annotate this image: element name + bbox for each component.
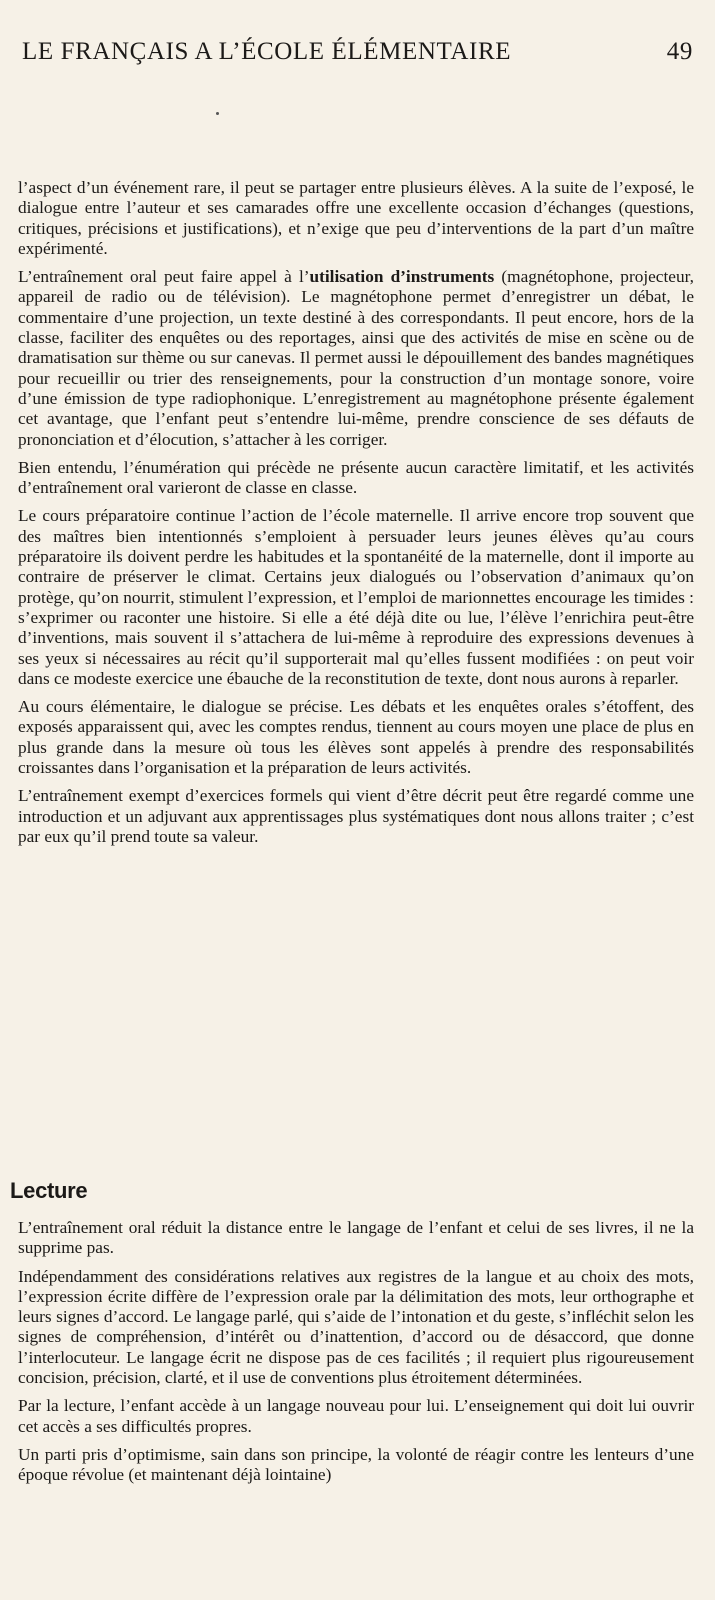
- paragraph: [18, 267, 694, 450]
- paragraph-lead: L’entraînement oral peut faire appel à l’: [18, 267, 310, 287]
- paragraph: l’aspect d’un événement rare, il peut se partager entre plusieurs élèves. A la suite de l’exposé, le dialogue entre l’auteur et ses camarades offre une excellente occasion d’échanges (questions, critiques, précisions et justifications), et n’exige que peu d’interventions de la part d’un maître expérimenté.: [18, 178, 694, 258]
- bold-term: utilisation d’instruments: [309, 267, 495, 287]
- paragraph: Un parti pris d’optimisme, sain dans son principe, la volonté de réagir contre les lenteurs d’une époque révolue (et maintenant déjà lointaine): [18, 1444, 694, 1485]
- paragraph: Par la lecture, l’enfant accède à un langage nouveau pour lui. L’enseignement qui doit lui ouvrir cet accès a ses difficultés propres.: [18, 1396, 694, 1436]
- running-title: LE FRANÇAIS A L’ÉCOLE ÉLÉMENTAIRE: [22, 38, 512, 65]
- paragraph: Bien entendu, l’énumération qui précède ne présente aucun caractère limitatif, et les activités d’entraînement oral varieront de classe en classe.: [18, 457, 694, 498]
- body-text-section-1: [18, 178, 694, 855]
- running-header: [22, 38, 693, 66]
- paragraph: Au cours élémentaire, le dialogue se précise. Les débats et les enquêtes orales s’étoffent, des exposés apparaissent qui, avec les comptes rendus, tiennent au cours moyen une place de plus en plus grande dans la mesure où tous les élèves sont appelés à prendre des responsabilités croissantes dans l’organisation et la préparation de leurs activités.: [18, 697, 694, 778]
- page-number: 49: [666, 38, 693, 65]
- print-speck: [216, 112, 219, 115]
- paragraph: L’entraînement oral réduit la distance entre le langage de l’enfant et celui de ses livres, il ne la supprime pas.: [18, 1218, 694, 1258]
- body-text-section-2: [18, 1218, 694, 1494]
- paragraph-rest: (magnétophone, projecteur, appareil de radio ou de télévision). Le magnétophone permet d’enregistrer un débat, le commentaire d’une projection, un texte destiné à des correspondants. Il peut encore, hors de la classe, faciliter des enquêtes ou des reportages, ainsi que des activités de mise en scène ou de dramatisation sur thème ou sur canevas. Il permet aussi le dépouillement des bandes magnétiques pour recueillir ou trier des renseignements, pour la construction d’un montage sonore, voire d’une émission de type radiophonique. L’enregistrement au magnétophone présente également cet avantage, que l’enfant peut s’entendre lui-même, prendre conscience de ses défauts de prononciation et d’élocution, s’attacher à les corriger.: [18, 267, 694, 449]
- paragraph: L’entraînement exempt d’exercices formels qui vient d’être décrit peut être regardé comme une introduction et un adjuvant aux apprentissages plus systématiques dont nous allons traiter ; c’est par eux qu’il prend toute sa valeur.: [18, 786, 694, 846]
- paragraph: Indépendamment des considérations relatives aux registres de la langue et au choix des mots, l’expression écrite diffère de l’expression orale par la délimitation des mots, leur orthographe et leurs signes d’accord. Le langage parlé, qui s’aide de l’intonation et du geste, s’infléchit selon les signes de compréhension, d’intérêt ou d’inattention, d’accord ou de désaccord, que donne l’interlocuteur. Le langage écrit ne dispose pas de ces facilités ; il requiert plus rigoureusement concision, précision, clarté, et il use de conventions plus étroitement déterminées.: [18, 1266, 694, 1388]
- section-heading-lecture: Lecture: [10, 1178, 88, 1203]
- paragraph: Le cours préparatoire continue l’action de l’école maternelle. Il arrive encore trop souvent que des maîtres bien intentionnés s’emploient à persuader leurs jeunes élèves qu’au cours préparatoire ils doivent perdre les habitudes et la spontanéité de la maternelle, dont il importe au contraire de préserver le climat. Certains jeux dialogués ou l’observation d’animaux qu’on protège, qu’on nourrit, stimulent l’expression, et l’emploi de marionnettes encourage les timides : s’exprimer ou raconter une histoire. Si elle a été déjà dite ou lue, l’élève l’enrichira peut-être d’inventions, mais souvent il s’attachera de lui-même à reproduire des expressions devenues à ses yeux si nécessaires au récit qu’il supporterait mal qu’elles fussent modifiées : on peut voir dans ce modeste exercice une ébauche de la reconstitution de texte, dont nous aurons à reparler.: [18, 506, 694, 688]
